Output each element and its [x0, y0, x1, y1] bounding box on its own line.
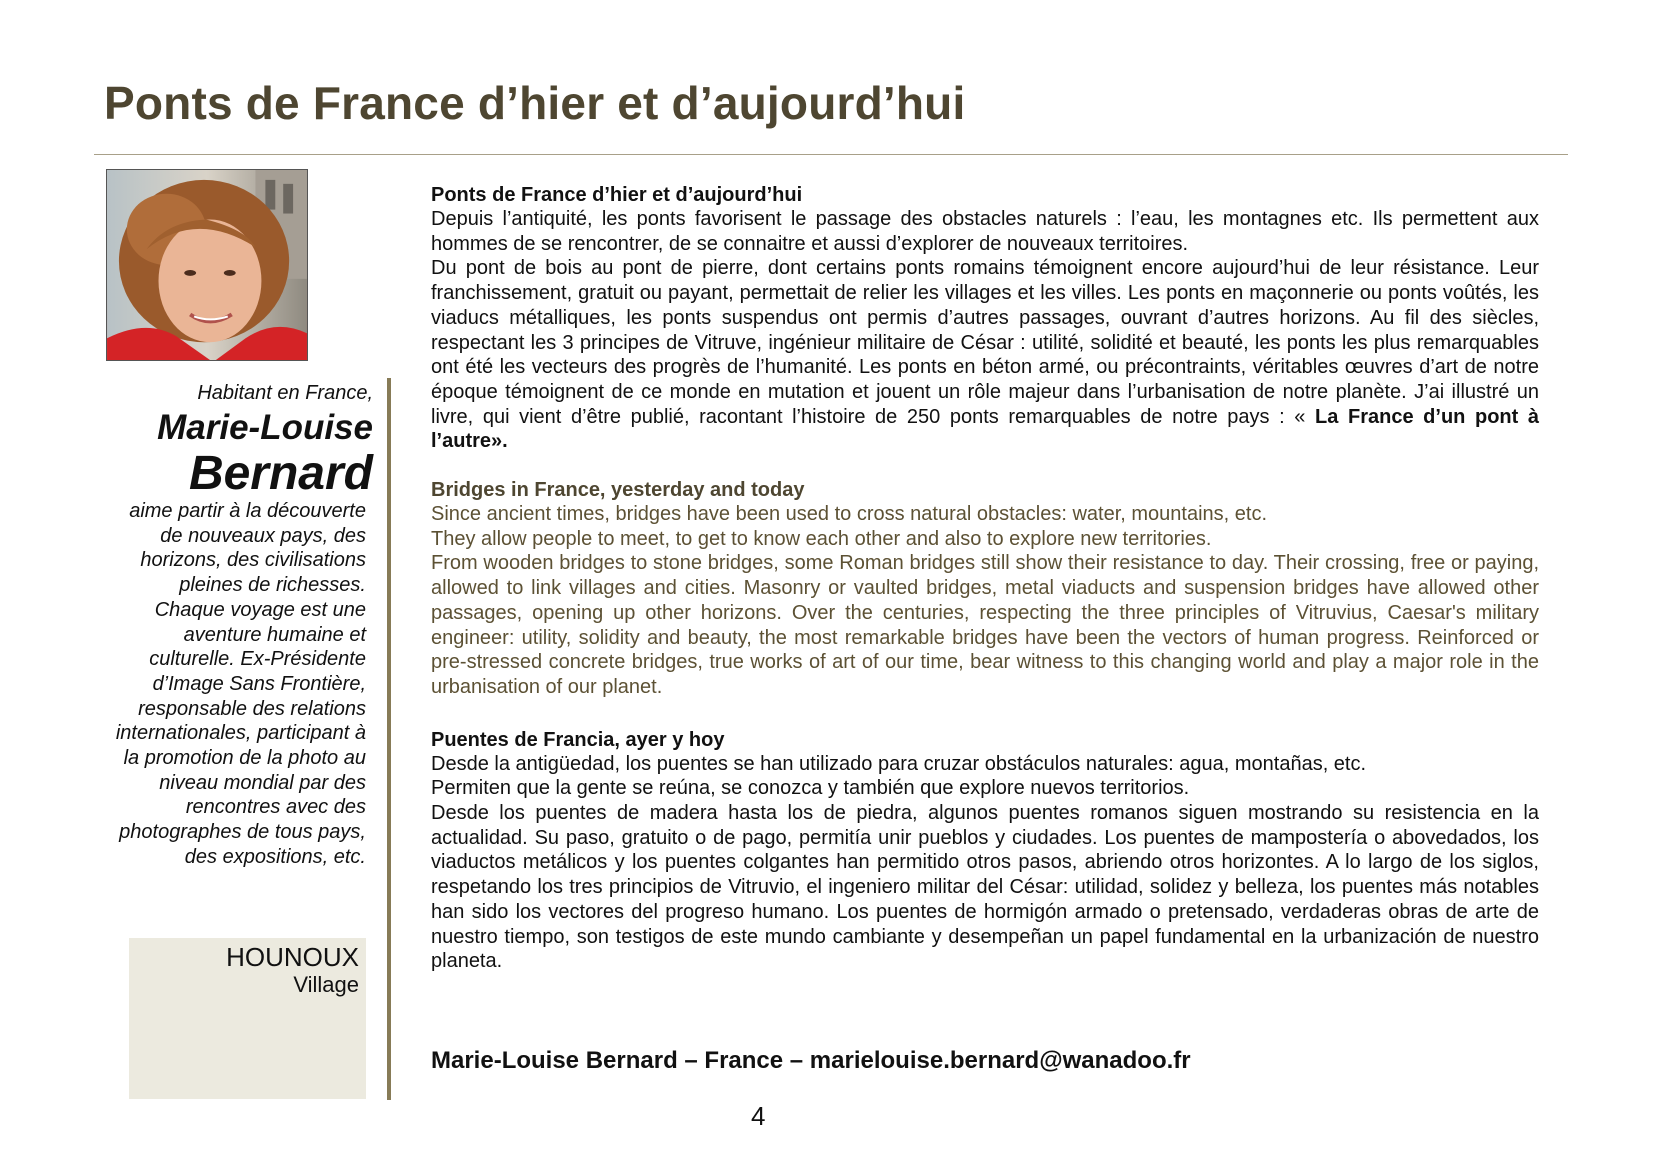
section-french — [431, 183, 1539, 454]
village-type: Village — [293, 972, 359, 997]
footer-contact: Marie-Louise Bernard – France – marielouise.bernard@wanadoo.fr — [431, 1047, 1191, 1074]
page-title: Ponts de France d’hier et d’aujourd’hui — [104, 77, 966, 129]
spanish-paragraph-2: Permiten que la gente se reúna, se conozca y también que explore nuevos territorios. — [431, 777, 1190, 800]
author-photo — [106, 169, 308, 361]
section-english — [431, 478, 1539, 700]
english-paragraph-1: Since ancient times, bridges have been used to cross natural obstacles: water, mountains, etc. — [431, 503, 1268, 526]
section-heading-french: Ponts de France d’hier et d’aujourd’hui — [431, 184, 803, 206]
french-paragraph-2 — [431, 256, 1539, 454]
spanish-paragraph-1: Desde la antigüedad, los puentes se han utilizado para cruzar obstáculos naturales: agua, montañas, etc. — [431, 752, 1367, 775]
english-paragraph-2: They allow people to meet, to get to know each other and also to explore new territories. — [431, 527, 1212, 550]
column-divider — [387, 378, 391, 1100]
english-paragraph-3: From wooden bridges to stone bridges, some Roman bridges still show their resistance to day. Their crossing, free or paying, allowed to link villages and cities. Masonry or vaulted bridges, metal viaducts and suspension bridges have allowed other passages, opening up other horizons. Over the centuries, respecting the three principles of Vitruvius, Caesar's military engineer: utility, solidity and beauty, the most remarkable bridges have been the vectors of human progress. Reinforced or pre-stressed concrete bridges, true works of art of our time, bear witness to this changing world and play a major role in the urbanisation of our planet. — [431, 552, 1539, 698]
french-paragraph-1: Depuis l’antiquité, les ponts favorisent le passage des obstacles naturels : l’eau, les montagnes etc. Ils permettent aux hommes de se rencontrer, de se connaitre et aussi d’explorer de nouveaux territoires. — [431, 208, 1539, 255]
author-bio: aime partir à la découverte de nouveaux pays, des horizons, des civilisations pleines de richesses. Chaque voyage est une aventure humaine et culturelle. Ex-Présidente d’Image Sans Frontière, responsable des relations internationales, participant à la promotion de la photo au niveau mondial par des rencontres avec des photographes de tous pays, des expositions, etc. — [115, 500, 366, 868]
village-box — [129, 938, 366, 1099]
section-heading-spanish: Puentes de Francia, ayer y hoy — [431, 728, 725, 751]
author-name-block — [100, 380, 373, 500]
section-heading-english: Bridges in France, yesterday and today — [431, 479, 805, 502]
author-first-name: Marie-Louise — [157, 408, 373, 447]
section-spanish — [431, 728, 1539, 974]
page-number: 4 — [751, 1101, 766, 1131]
spanish-paragraph-3: Desde los puentes de madera hasta los de piedra, algunos puentes romanos siguen mostrando su resistencia en la actualidad. Su paso, gratuito o de pago, permitía unir pueblos y ciudades. Los puentes de mampostería o abovedados, los viaductos metálicos y los puentes colgantes han permitido otros pasos, abriendo otros horizontes. A lo largo de los siglos, respetando los tres principios de Vitruvio, el ingeniero militar del César: utilidad, solidez y belleza, los puentes más notables han sido los vectores del progreso humano. Los puentes de hormigón armado o pretensado, verdaderas obras de arte de nuestro tiempo, son testigos de este mundo cambiante y desempeñan un papel fundamental en la urbanización de nuestro planeta. — [431, 802, 1539, 973]
french-paragraph-2-end: ». — [491, 430, 508, 453]
french-paragraph-2-text: Du pont de bois au pont de pierre, dont certains ponts romains témoignent encore aujourd’hui de leur résistance. Leur franchissement, gratuit ou payant, permettait de relier les villages et les villes. Les ponts en maçonnerie ou ponts voûtés, les viaducs métalliques, les ponts suspendus ont permis d’autres passages, ouvrant d’autres horizons. Au fil des siècles, respectant les 3 principes de Vitruve, ingénieur militaire de César : utilité, solidité et beauté, les ponts les plus remarquables ont été les vecteurs des progrès de l’humanité. Les ponts en béton armé, ou précontraints, véritables œuvres d’art de notre époque témoignent de ce monde en mutation et jouent un rôle majeur dans l’urbanisation de notre planète. J’ai illustré un livre, qui vient d’être publié, racontant l’histoire de 250 ponts remarquables de notre pays : « — [431, 257, 1539, 428]
main-text-column — [431, 183, 1539, 974]
title-divider — [94, 154, 1568, 155]
book-title: La France d’un pont à l’autre — [431, 405, 1540, 453]
author-last-name: Bernard — [188, 447, 373, 500]
author-lead: Habitant en France, — [197, 382, 373, 404]
village-name: HOUNOUX — [226, 942, 359, 972]
